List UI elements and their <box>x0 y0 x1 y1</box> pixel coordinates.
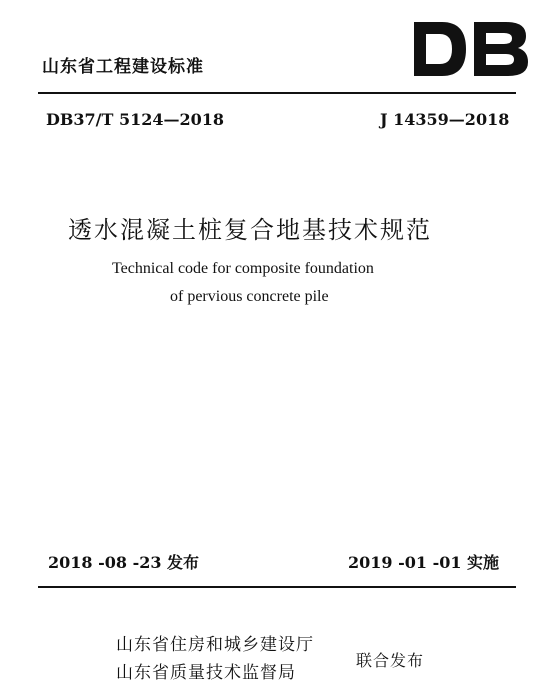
db-logo <box>410 18 532 80</box>
title-english-line2: of pervious concrete pile <box>170 288 329 305</box>
publisher-housing-dept: 山东省住房和城乡建设厅 <box>116 635 314 655</box>
joint-release-label: 联合发布 <box>356 651 425 670</box>
implementation-date: 2019 -01 -01 实施 <box>348 553 500 572</box>
title-english-line1: Technical code for composite foundation <box>112 260 374 277</box>
footer-divider <box>38 586 516 588</box>
publisher-quality-bureau: 山东省质量技术监督局 <box>116 663 296 683</box>
issue-date: 2018 -08 -23 发布 <box>48 553 200 572</box>
standard-code: DB37/T 5124—2018 <box>46 110 225 129</box>
standard-type-label: 山东省工程建设标准 <box>42 57 204 77</box>
header-divider <box>38 92 516 94</box>
record-code: J 14359—2018 <box>380 110 510 129</box>
title-chinese: 透水混凝土桩复合地基技术规范 <box>68 216 432 244</box>
